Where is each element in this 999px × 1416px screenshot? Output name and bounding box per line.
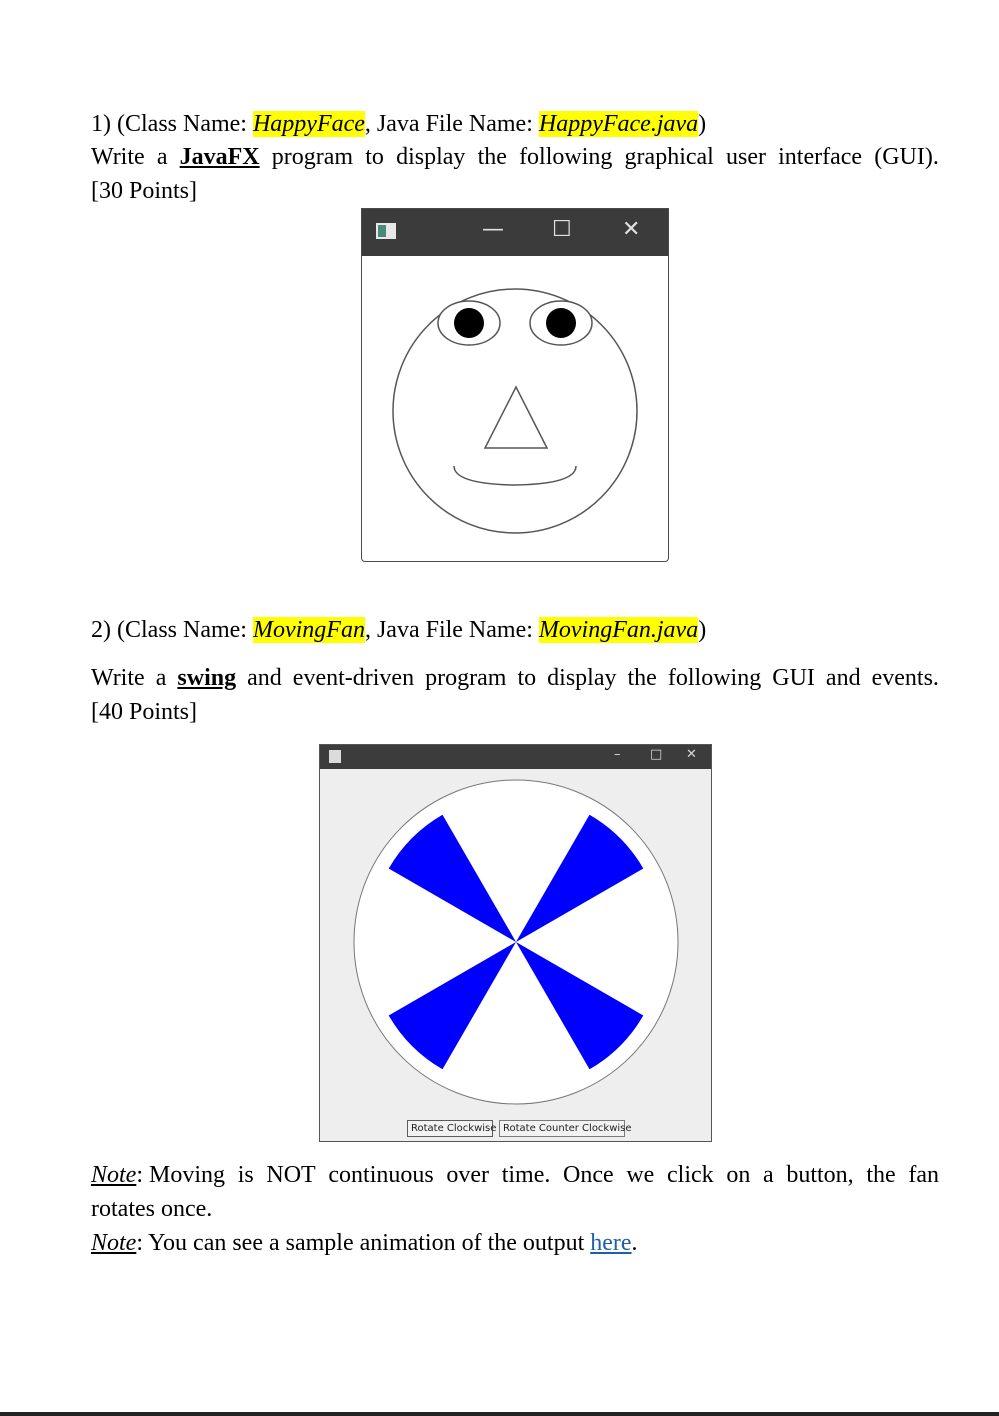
q2-word: to bbox=[517, 665, 537, 691]
note1-continued: rotates once. bbox=[91, 1196, 213, 1222]
q1-word: to bbox=[365, 144, 384, 170]
note2-end: . bbox=[631, 1230, 638, 1256]
q2-file-name: MovingFan.java bbox=[538, 617, 699, 643]
movingfan-window bbox=[319, 744, 712, 1142]
note-word: time. bbox=[501, 1162, 551, 1188]
q1-word: a bbox=[156, 144, 168, 170]
q1-word: following bbox=[519, 144, 613, 170]
q2-mid: , Java File Name: bbox=[364, 617, 539, 643]
q1-points: [30 Points] bbox=[91, 178, 198, 204]
q2-prefix: 2) (Class Name: bbox=[91, 617, 253, 643]
left-pupil bbox=[454, 308, 484, 338]
q1-mid: , Java File Name: bbox=[364, 111, 539, 137]
note-word: fan bbox=[908, 1162, 939, 1188]
note-word: the bbox=[866, 1162, 896, 1188]
note2-text: : You can see a sample animation of the output bbox=[136, 1230, 591, 1256]
q2-word: events. bbox=[871, 665, 939, 691]
javafx-keyword: JavaFX bbox=[179, 144, 260, 170]
q2-suffix: ) bbox=[698, 617, 707, 643]
mouth bbox=[454, 466, 576, 485]
q2-heading bbox=[91, 616, 706, 644]
window-titlebar bbox=[362, 209, 668, 256]
close-icon[interactable]: ✕ bbox=[622, 217, 641, 242]
fan-drawing bbox=[320, 769, 711, 1119]
q2-word: a bbox=[155, 665, 167, 691]
q1-word: program bbox=[271, 144, 354, 170]
q2-class-name: MovingFan bbox=[252, 617, 365, 643]
swing-keyword: swing bbox=[177, 665, 237, 691]
q1-word: the bbox=[477, 144, 507, 170]
q2-word: and bbox=[247, 665, 282, 691]
nose bbox=[485, 387, 547, 448]
q1-word: graphical bbox=[624, 144, 714, 170]
app-icon bbox=[376, 223, 396, 239]
note-word: is bbox=[237, 1162, 254, 1188]
q1-suffix: ) bbox=[698, 111, 707, 137]
note-word: a bbox=[762, 1162, 774, 1188]
q1-class-name: HappyFace bbox=[252, 111, 365, 137]
rotate-clockwise-button[interactable]: Rotate Clockwise bbox=[407, 1120, 493, 1137]
rotate-counter-clockwise-button[interactable]: Rotate Counter Clockwise bbox=[499, 1120, 625, 1137]
note-word: over bbox=[446, 1162, 490, 1188]
q1-word: user bbox=[726, 144, 766, 170]
happy-face-drawing bbox=[362, 256, 668, 561]
q2-points: [40 Points] bbox=[91, 699, 198, 725]
q2-word: Write bbox=[91, 665, 145, 691]
q1-word: (GUI). bbox=[874, 144, 939, 170]
q2-word: display bbox=[547, 665, 617, 691]
q1-word: Write bbox=[91, 144, 145, 170]
q2-word: following bbox=[667, 665, 762, 691]
happyface-window bbox=[361, 208, 669, 562]
q1-word: display bbox=[396, 144, 466, 170]
q1-instruction bbox=[91, 143, 939, 171]
maximize-icon[interactable]: ☐ bbox=[552, 217, 572, 242]
q1-prefix: 1) (Class Name: bbox=[91, 111, 253, 137]
java-app-icon bbox=[329, 750, 341, 763]
q2-word: and bbox=[825, 665, 861, 691]
note-word: NOT bbox=[266, 1162, 316, 1188]
note1 bbox=[91, 1161, 939, 1189]
close-icon[interactable]: ✕ bbox=[686, 747, 697, 762]
page-bottom-rule bbox=[0, 1412, 999, 1416]
animation-link[interactable]: here bbox=[590, 1230, 632, 1256]
maximize-icon[interactable]: □ bbox=[650, 747, 663, 762]
minimize-icon[interactable]: — bbox=[482, 217, 504, 242]
q1-heading bbox=[91, 110, 706, 138]
q2-word: program bbox=[425, 665, 507, 691]
note-word: : Moving bbox=[136, 1162, 226, 1188]
q2-word: GUI bbox=[772, 665, 815, 691]
q1-word: interface bbox=[778, 144, 863, 170]
q2-word: event-driven bbox=[292, 665, 415, 691]
note-word: Once bbox=[563, 1162, 614, 1188]
right-pupil bbox=[546, 308, 576, 338]
face-outline bbox=[393, 289, 637, 533]
note-label: Note bbox=[91, 1230, 137, 1256]
q2-word: the bbox=[627, 665, 657, 691]
note-word: continuous bbox=[328, 1162, 434, 1188]
note-word: button, bbox=[786, 1162, 854, 1188]
note-word: on bbox=[726, 1162, 751, 1188]
note2 bbox=[91, 1229, 638, 1257]
minimize-icon[interactable]: – bbox=[614, 747, 621, 762]
q2-instruction bbox=[91, 664, 939, 692]
q1-file-name: HappyFace.java bbox=[538, 111, 699, 137]
window-titlebar bbox=[320, 745, 711, 769]
note-word: we bbox=[626, 1162, 655, 1188]
note-word: click bbox=[667, 1162, 714, 1188]
note-label: Note bbox=[91, 1162, 137, 1188]
